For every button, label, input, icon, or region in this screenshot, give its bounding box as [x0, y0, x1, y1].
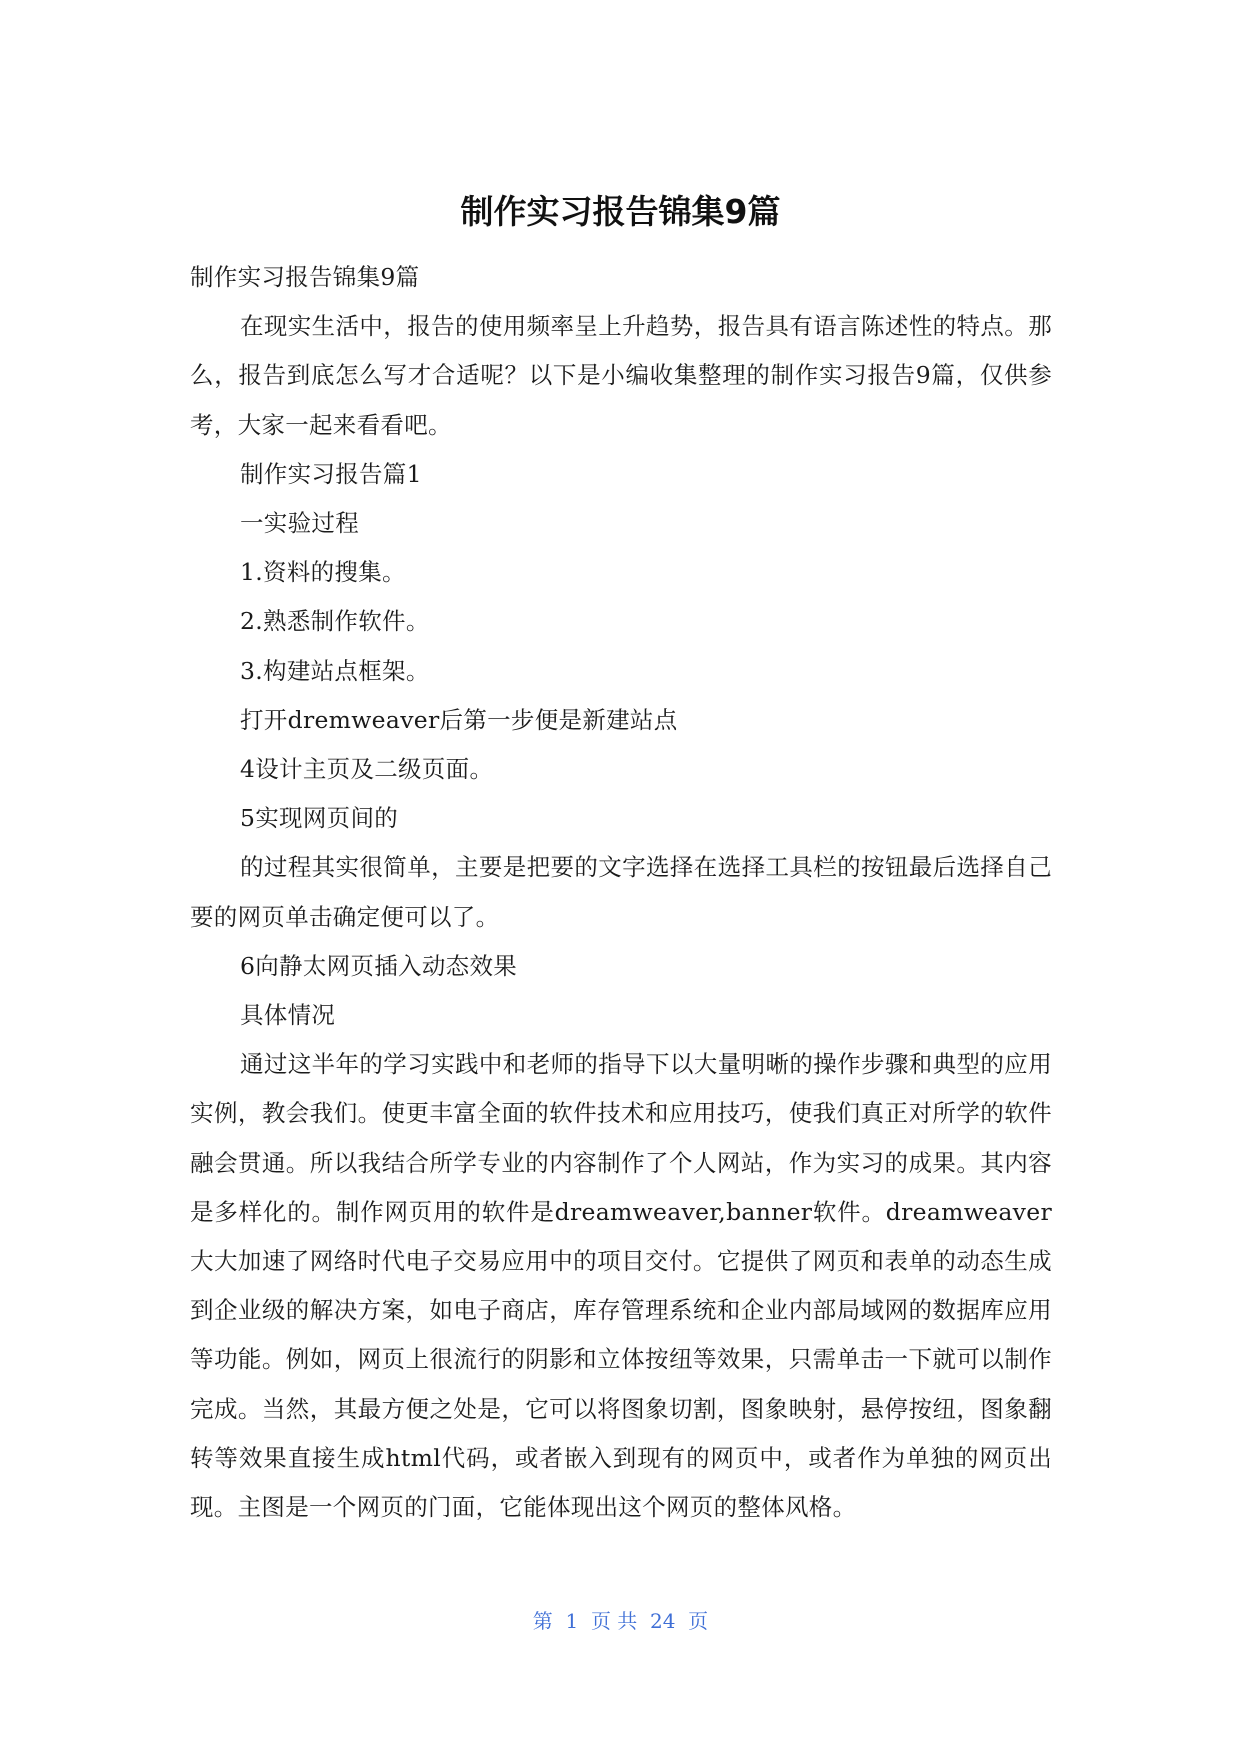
paragraph: 通过这半年的学习实践中和老师的指导下以大量明晰的操作步骤和典型的应用实例，教会我们。使更丰富全面的软件技术和应用技巧，使我们真正对所学的软件融会贯通。所以我结合所学专业的内容制作了个人网站，作为实习的成果。其内容是多样化的。制作网页用的软件是dreamweaver,banner软件。dreamweaver大大加速了网络时代电子交易应用中的项目交付。它提供了网页和表单的动态生成到企业级的解决方案，如电子商店，库存管理系统和企业内部局域网的数据库应用等功能。例如，网页上很流行的阴影和立体按纽等效果，只需单击一下就可以制作完成。当然，其最方便之处是，它可以将图象切割，图象映射，悬停按纽，图象翻转等效果直接生成html代码，或者嵌入到现有的网页中，或者作为单独的网页出现。主图是一个网页的门面，它能体现出这个网页的整体风格。: [190, 1050, 1052, 1522]
paragraph: 在现实生活中，报告的使用频率呈上升趋势，报告具有语言陈述性的特点。那么，报告到底怎么写才合适呢？以下是小编收集整理的制作实习报告9篇，仅供参考，大家一起来看看吧。: [190, 312, 1052, 439]
section-heading: 制作实习报告篇1: [240, 459, 422, 488]
list-item: 3.构建站点框架。: [240, 656, 430, 685]
page-footer-number: 第 1 页 共 24 页: [532, 1609, 709, 1633]
list-item: 5实现网页间的: [240, 804, 399, 833]
list-item: 1.资料的搜集。: [240, 558, 406, 587]
paragraph: 的过程其实很简单，主要是把要的文字选择在选择工具栏的按钮最后选择自己要的网页单击确定便可以了。: [190, 853, 1052, 931]
document-body: [190, 253, 1052, 1532]
list-item: 4设计主页及二级页面。: [240, 755, 494, 784]
paragraph: 具体情况: [240, 1001, 336, 1030]
paragraph: 打开dremweaver后第一步便是新建站点: [240, 705, 678, 734]
list-item: 2.熟悉制作软件。: [240, 607, 430, 636]
paragraph: 制作实习报告锦集9篇: [190, 263, 420, 291]
paragraph: 一实验过程: [240, 509, 359, 538]
document-title: 制作实习报告锦集9篇: [460, 192, 781, 231]
list-item: 6向静太网页插入动态效果: [240, 951, 518, 980]
